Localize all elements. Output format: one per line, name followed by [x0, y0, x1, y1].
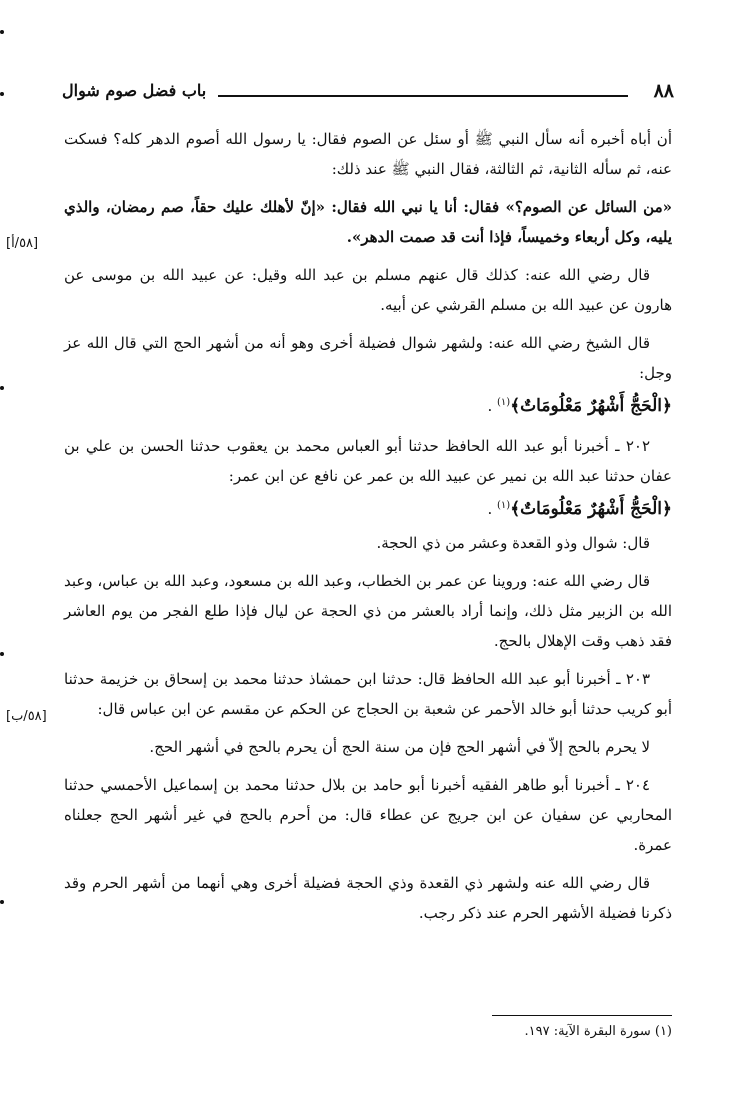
paragraph: أن أباه أخبره أنه سأل النبي ﷺ أو سئل عن الصوم فقال: يا رسول الله أصوم الدهر كله؟ فسكت عنه، ثم سأله الثانية، ثم الثالثة، فقال النبي ﷺ عند ذلك:	[64, 130, 672, 178]
footnote-rule	[492, 1015, 672, 1016]
scan-mark	[0, 92, 4, 96]
scan-mark	[0, 30, 4, 34]
margin-note-58b: [٥٨/ب]	[6, 709, 47, 724]
paragraph: قال الشيخ رضي الله عنه: ولشهر شوال فضيلة أخرى وهو أنه من أشهر الحج التي قال الله عز وجل:	[64, 334, 672, 382]
paragraph: قال: شوال وذو القعدة وعشر من ذي الحجة.	[376, 534, 650, 552]
page-body	[64, 124, 672, 936]
quran-verse-line: ﴿الْحَجُّ أَشْهُرٌ مَعْلُومَاتٌ﴾$^{(١)}$ .	[487, 499, 672, 519]
quran-verse-line: ﴿الْحَجُّ أَشْهُرٌ مَعْلُومَاتٌ﴾$^{(١)}$ .	[487, 396, 672, 416]
scan-mark	[0, 652, 4, 656]
narration-203: ٢٠٣ ـ أخبرنا أبو عبد الله الحافظ قال: حدثنا ابن حمشاذ حدثنا محمد بن إسحاق بن خزيمة حدثنا أبو كريب حدثنا أبو خالد الأحمر عن شعبة بن الحجاج عن الحكم عن مقسم عن ابن عباس قال:	[64, 670, 672, 718]
narration-204: ٢٠٤ ـ أخبرنا أبو طاهر الفقيه أخبرنا أبو حامد بن بلال حدثنا محمد بن إسماعيل الأحمسي حدثنا المحاربي عن سفيان عن ابن جريج عن عطاء قال: من أحرم بالحج في غير أشهر الحج جعلناه عمرة.	[64, 776, 672, 854]
paragraph: قال رضي الله عنه: كذلك قال عنهم مسلم بن عبد الله وقيل: عن عبيد الله بن موسى عن هارون عن عبيد الله بن مسلم القرشي عن أبيه.	[64, 266, 672, 314]
scan-mark	[0, 386, 4, 390]
footnote-ref: (١)	[497, 500, 511, 511]
hadith-quote: «من السائل عن الصوم؟» فقال: أنا يا نبي الله فقال: «إنّ لأهلك عليك حقاً، صم رمضان، والذي يليه، وكل أربعاء وخميساً، فإذا أنت قد صمت الدهر».	[64, 198, 672, 246]
page-number: ٨٨	[653, 80, 674, 102]
narration-202: ٢٠٢ ـ أخبرنا أبو عبد الله الحافظ حدثنا أبو العباس محمد بن يعقوب حدثنا الحسن بن علي بن عفان حدثنا عبد الله بن نمير عن عبيد الله بن عمر عن نافع عن ابن عمر:	[64, 437, 672, 485]
paragraph: قال رضي الله عنه: وروينا عن عمر بن الخطاب، وعبد الله بن مسعود، وعبد الله بن عباس، وعبد الله بن الزبير مثل ذلك، وإنما أراد بالعشر من ذي الحجة عن ليال فإذا طلع الفجر من يوم العاشر فقد ذهب وقت الإهلال بالحج.	[64, 572, 672, 650]
quran-verse: ﴿الْحَجُّ أَشْهُرٌ مَعْلُومَاتٌ﴾	[510, 396, 672, 416]
paragraph: قال رضي الله عنه ولشهر ذي القعدة وذي الحجة فضيلة أخرى وهي أنهما من أشهر الحرم وقد ذكرنا فضيلة الأشهر الحرم عند ذكر رجب.	[64, 874, 672, 922]
quran-verse: ﴿الْحَجُّ أَشْهُرٌ مَعْلُومَاتٌ﴾	[510, 499, 672, 519]
header-rule	[218, 95, 628, 97]
paragraph: لا يحرم بالحج إلاّ في أشهر الحج فإن من سنة الحج أن يحرم بالحج في أشهر الحج.	[149, 738, 650, 756]
scan-mark	[0, 900, 4, 904]
margin-note-58a: [٥٨/أ]	[6, 236, 39, 251]
page-header	[62, 80, 674, 110]
footnote-ref: (١)	[497, 397, 511, 408]
chapter-title: باب فضل صوم شوال	[62, 81, 207, 100]
footnote: (١) سورة البقرة الآية: ١٩٧.	[524, 1024, 672, 1039]
